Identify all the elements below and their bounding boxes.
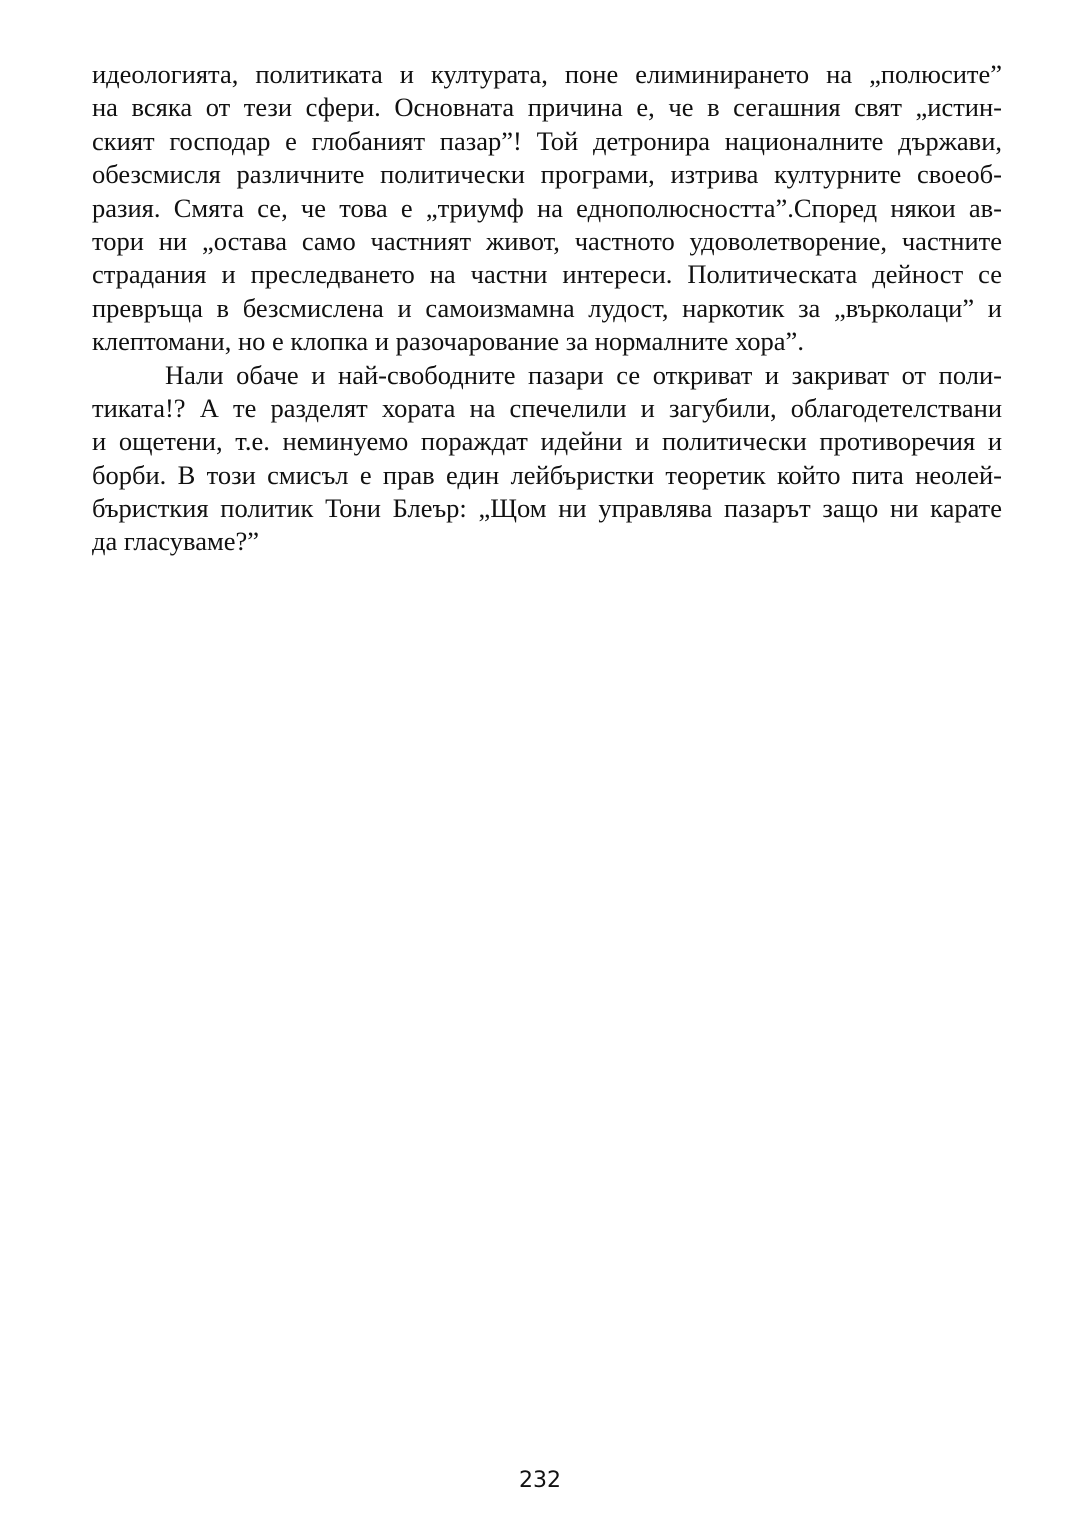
- text-line: бъристкия политик Тони Блеър: „Щом ни управлява пазарът защо ни карате: [92, 493, 1002, 524]
- text-line: тори ни „остава само частният живот, частното удоволетворение, частните: [92, 225, 1002, 256]
- text-line: превръща в безсмислена и самоизмамна лудост, наркотик за „върколаци” и: [92, 292, 1002, 323]
- text-line: страдания и преследването на частни интереси. Политическата дейност се: [92, 259, 1002, 290]
- paragraph-2: [92, 359, 1002, 559]
- paragraph-1: [92, 58, 1002, 359]
- page-number: 232: [519, 1468, 561, 1493]
- text-line: Нали обаче и най-свободните пазари се откриват и закриват от поли-: [165, 359, 1002, 390]
- text-line: да гласуваме?”: [92, 526, 260, 557]
- text-line: тиката!? А те разделят хората на спечелили и загубили, облагодетелствани: [92, 392, 1002, 423]
- text-line: на всяка от тези сфери. Основната причина е, че в сегашния свят „истин-: [92, 92, 1002, 123]
- text-line: разия. Смята се, че това е „триумф на еднополюсността”.Според някои ав-: [92, 192, 1002, 223]
- text-line: борби. В този смисъл е прав един лейбъристки теоретик който пита неолей-: [92, 459, 1002, 490]
- text-line: и ощетени, т.е. неминуемо пораждат идейни и политически противоречия и: [92, 426, 1002, 457]
- text-line: идеологията, политиката и културата, поне елиминирането на „полюсите”: [92, 59, 1002, 89]
- body-text: [92, 58, 1002, 559]
- text-line: обезсмисля различните политически програми, изтрива културните своеоб-: [92, 159, 1002, 190]
- text-line: клептомани, но е клопка и разочарование за нормалните хора”.: [92, 326, 804, 357]
- text-line: ският господар е глобаният пазар”! Той детронира националните държави,: [92, 125, 1002, 156]
